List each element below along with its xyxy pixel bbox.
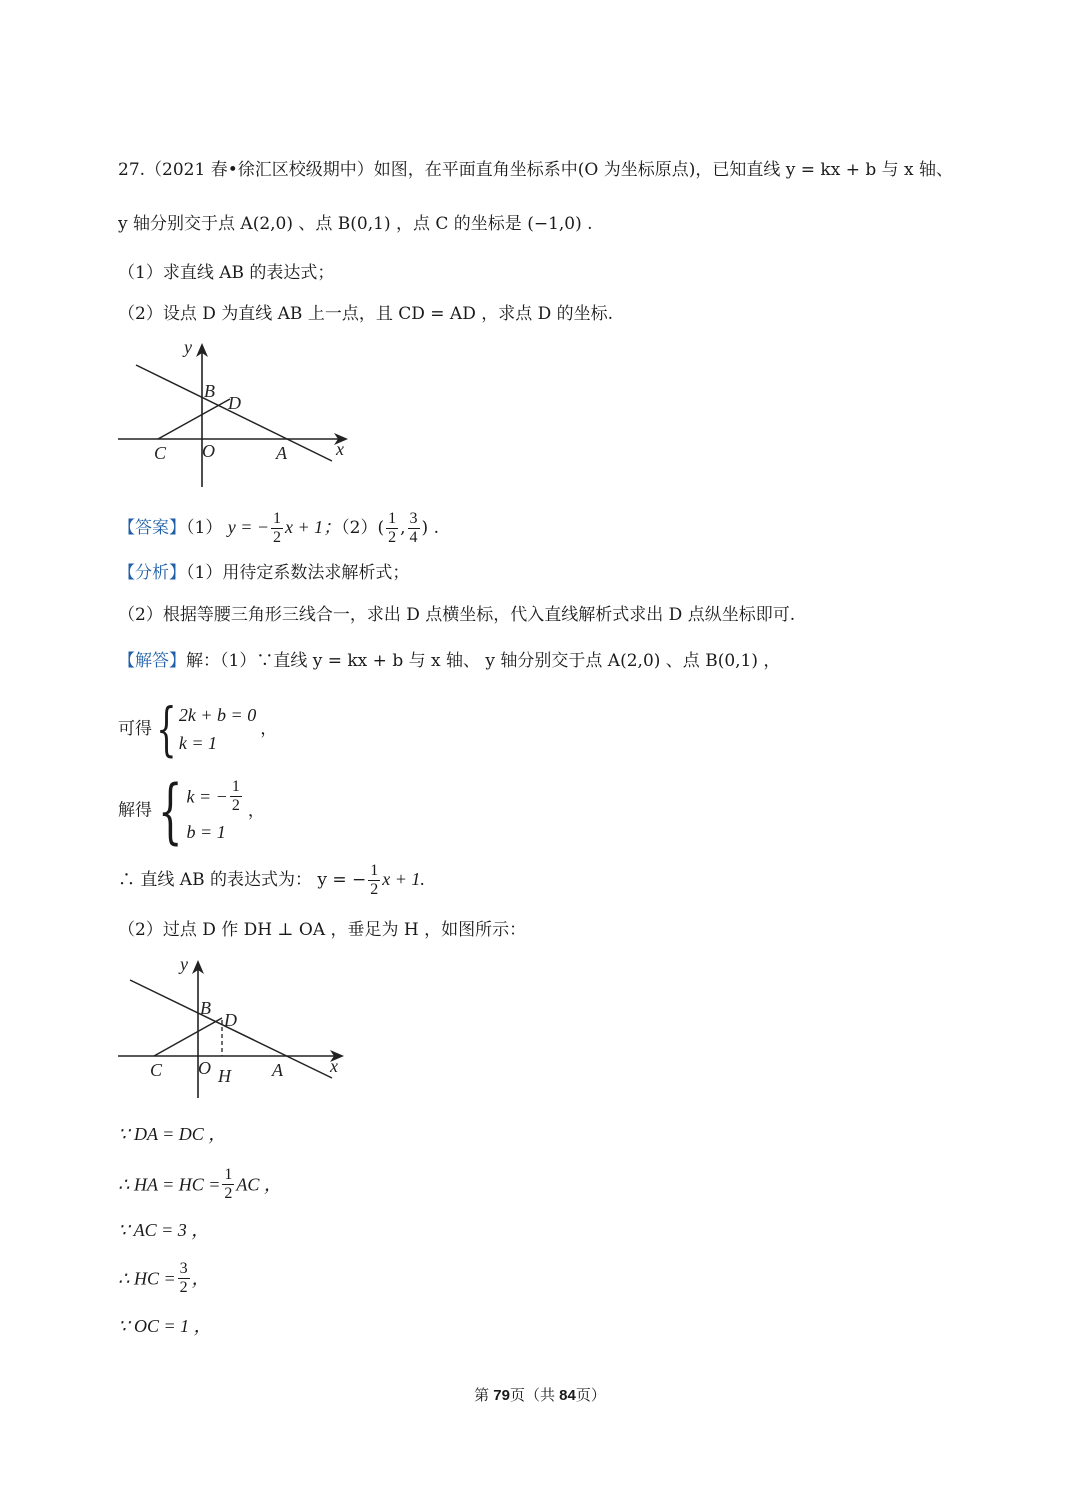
- footer-prefix: 第: [474, 1387, 494, 1404]
- step-3: [118, 1218, 209, 1243]
- question-line-1: [118, 158, 953, 182]
- answer-part2-fraction-x: [386, 510, 398, 547]
- system-1-brace: {: [156, 695, 177, 763]
- fig2-label-a: A: [272, 1060, 283, 1080]
- solution-line-1: [118, 649, 780, 673]
- question-stem-2: y 轴分别交于点 A(2,0) 、点 B(0,1) ，点 C 的坐标是 (−1,0) .: [118, 214, 593, 234]
- fig1-label-x: x: [336, 439, 344, 459]
- answer-part2-fraction-y: [408, 510, 420, 547]
- fraction-denominator: 2: [179, 1279, 188, 1296]
- question-part-2: [118, 302, 613, 326]
- question-source: （2021 春•徐汇区校级期中）: [145, 160, 374, 180]
- footer-page-number: 79: [493, 1387, 510, 1404]
- fraction-numerator: 1: [224, 1166, 233, 1183]
- conclusion-text-b: x + 1.: [382, 869, 425, 889]
- conclusion-text-a: ∴ 直线 AB 的表达式为： y = −: [118, 870, 367, 890]
- step-4: [118, 1256, 210, 1301]
- fig2-label-h: H: [218, 1066, 231, 1086]
- system-2-tail: ，: [247, 800, 265, 821]
- question-line-2: [118, 212, 593, 236]
- step-1: [118, 1122, 226, 1147]
- conclusion-fraction: [368, 862, 380, 899]
- system-2-eq-2: b = 1: [186, 822, 226, 842]
- step-2: [118, 1162, 282, 1207]
- answer-part2-prefix: （2）: [341, 518, 378, 538]
- answer-tag: 【答案】: [118, 518, 186, 538]
- answer-part1-expr-a: y = −: [227, 517, 270, 537]
- system-2-brace: {: [158, 769, 183, 852]
- fig1-label-c: C: [154, 443, 167, 463]
- fraction-numerator: 1: [231, 778, 240, 795]
- fig2-label-d: D: [224, 1010, 237, 1030]
- footer-total-pages: 84: [559, 1387, 576, 1404]
- answer-part1-expr-b: x + 1；: [285, 517, 342, 537]
- system-1-eq-2: k = 1: [178, 733, 218, 753]
- part2-text: （2）设点 D 为直线 AB 上一点，且 CD = AD ，求点 D 的坐标.: [118, 304, 614, 324]
- part2-intro-line: [118, 918, 526, 942]
- part1-text: （1）求直线 AB 的表达式；: [118, 263, 335, 283]
- system-1: [118, 695, 278, 763]
- step-4-text-a: ∴ HC =: [118, 1268, 176, 1289]
- step-4-text-b: ，: [191, 1268, 210, 1289]
- fig1-label-o: O: [202, 441, 215, 461]
- conclusion-line: [118, 862, 425, 899]
- part2-intro-text: （2）过点 D 作 DH ⊥ OA ，垂足为 H ，如图所示：: [118, 920, 527, 940]
- answer-part2-open: (: [377, 518, 385, 538]
- answer-part1-fraction: [271, 510, 283, 547]
- answer-part2-close: ) .: [421, 518, 439, 538]
- fig2-label-y: y: [180, 954, 188, 974]
- fig2-label-c: C: [150, 1060, 163, 1080]
- fig2-label-b: B: [200, 998, 211, 1018]
- fraction-numerator: 1: [273, 510, 282, 527]
- analysis-tag: 【分析】: [118, 563, 186, 583]
- step-2-text-a: ∴ HA = HC =: [118, 1174, 221, 1195]
- fraction-numerator: 1: [388, 510, 397, 527]
- system-2: [118, 769, 265, 852]
- fraction-numerator: 1: [370, 862, 379, 879]
- figure-2: [110, 952, 370, 1102]
- fig1-label-a: A: [276, 443, 287, 463]
- solution-tag: 【解答】: [118, 651, 186, 671]
- footer-middle: 页（共: [509, 1387, 560, 1404]
- system-2-eq-1-row: [187, 778, 244, 815]
- fig1-segment-cd: [158, 399, 230, 439]
- page-footer: [0, 1384, 1080, 1405]
- fig2-segment-cd: [154, 1018, 222, 1056]
- step-4-fraction: [178, 1260, 190, 1297]
- question-stem-1: 如图，在平面直角坐标系中(O 为坐标原点)，已知直线 y = kx + b 与 x 轴、: [373, 160, 954, 180]
- figure-1: [110, 335, 370, 495]
- analysis-text-1: （1）用待定系数法求解析式；: [186, 563, 410, 583]
- system-1-tail: ，: [260, 719, 278, 739]
- analysis-line-2: [118, 603, 795, 627]
- question-part-1: [118, 261, 334, 285]
- step-1-text: ∵ DA = DC ，: [118, 1124, 227, 1144]
- fig2-label-x: x: [330, 1056, 338, 1076]
- system-1-eq-1: 2k + b = 0: [178, 705, 257, 725]
- step-2-fraction: [222, 1166, 234, 1203]
- step-5-text: ∵ OC = 1 ，: [118, 1316, 212, 1336]
- fraction-denominator: 2: [370, 881, 379, 898]
- fig1-label-d: D: [228, 393, 241, 413]
- step-5: [118, 1314, 212, 1339]
- system-2-eq-1: k = −: [186, 786, 228, 807]
- answer-part1-prefix: （1）: [186, 518, 223, 538]
- answer-part2-comma: ,: [400, 518, 406, 538]
- fraction-denominator: 4: [409, 529, 418, 546]
- footer-suffix: 页）: [575, 1387, 606, 1404]
- analysis-text-2: （2）根据等腰三角形三线合一，求出 D 点横坐标，代入直线解析式求出 D 点纵坐标即可.: [118, 605, 796, 625]
- system-1-equations: [179, 701, 256, 757]
- analysis-line-1: [118, 561, 409, 585]
- fraction-denominator: 2: [388, 529, 397, 546]
- step-3-text: ∵ AC = 3 ，: [118, 1220, 210, 1240]
- question-number: 27.: [118, 160, 146, 180]
- answer-line: [118, 510, 439, 547]
- fraction-denominator: 2: [273, 529, 282, 546]
- fig1-label-b: B: [204, 381, 215, 401]
- fraction-numerator: 3: [409, 510, 418, 527]
- fraction-numerator: 3: [179, 1260, 188, 1277]
- solution-text-1: 解：（1）∵直线 y = kx + b 与 x 轴、 y 轴分别交于点 A(2,0) 、点 B(0,1) ，: [186, 651, 781, 671]
- fig2-label-o: O: [198, 1058, 211, 1078]
- system-2-fraction: [230, 778, 242, 815]
- fig1-label-y: y: [184, 337, 192, 357]
- step-2-text-b: AC ，: [236, 1174, 282, 1195]
- system-2-equations: [187, 778, 244, 843]
- system-1-prefix: 可得: [118, 719, 152, 739]
- fraction-denominator: 2: [231, 797, 240, 814]
- system-2-prefix: 解得: [118, 800, 152, 821]
- fraction-denominator: 2: [224, 1185, 233, 1202]
